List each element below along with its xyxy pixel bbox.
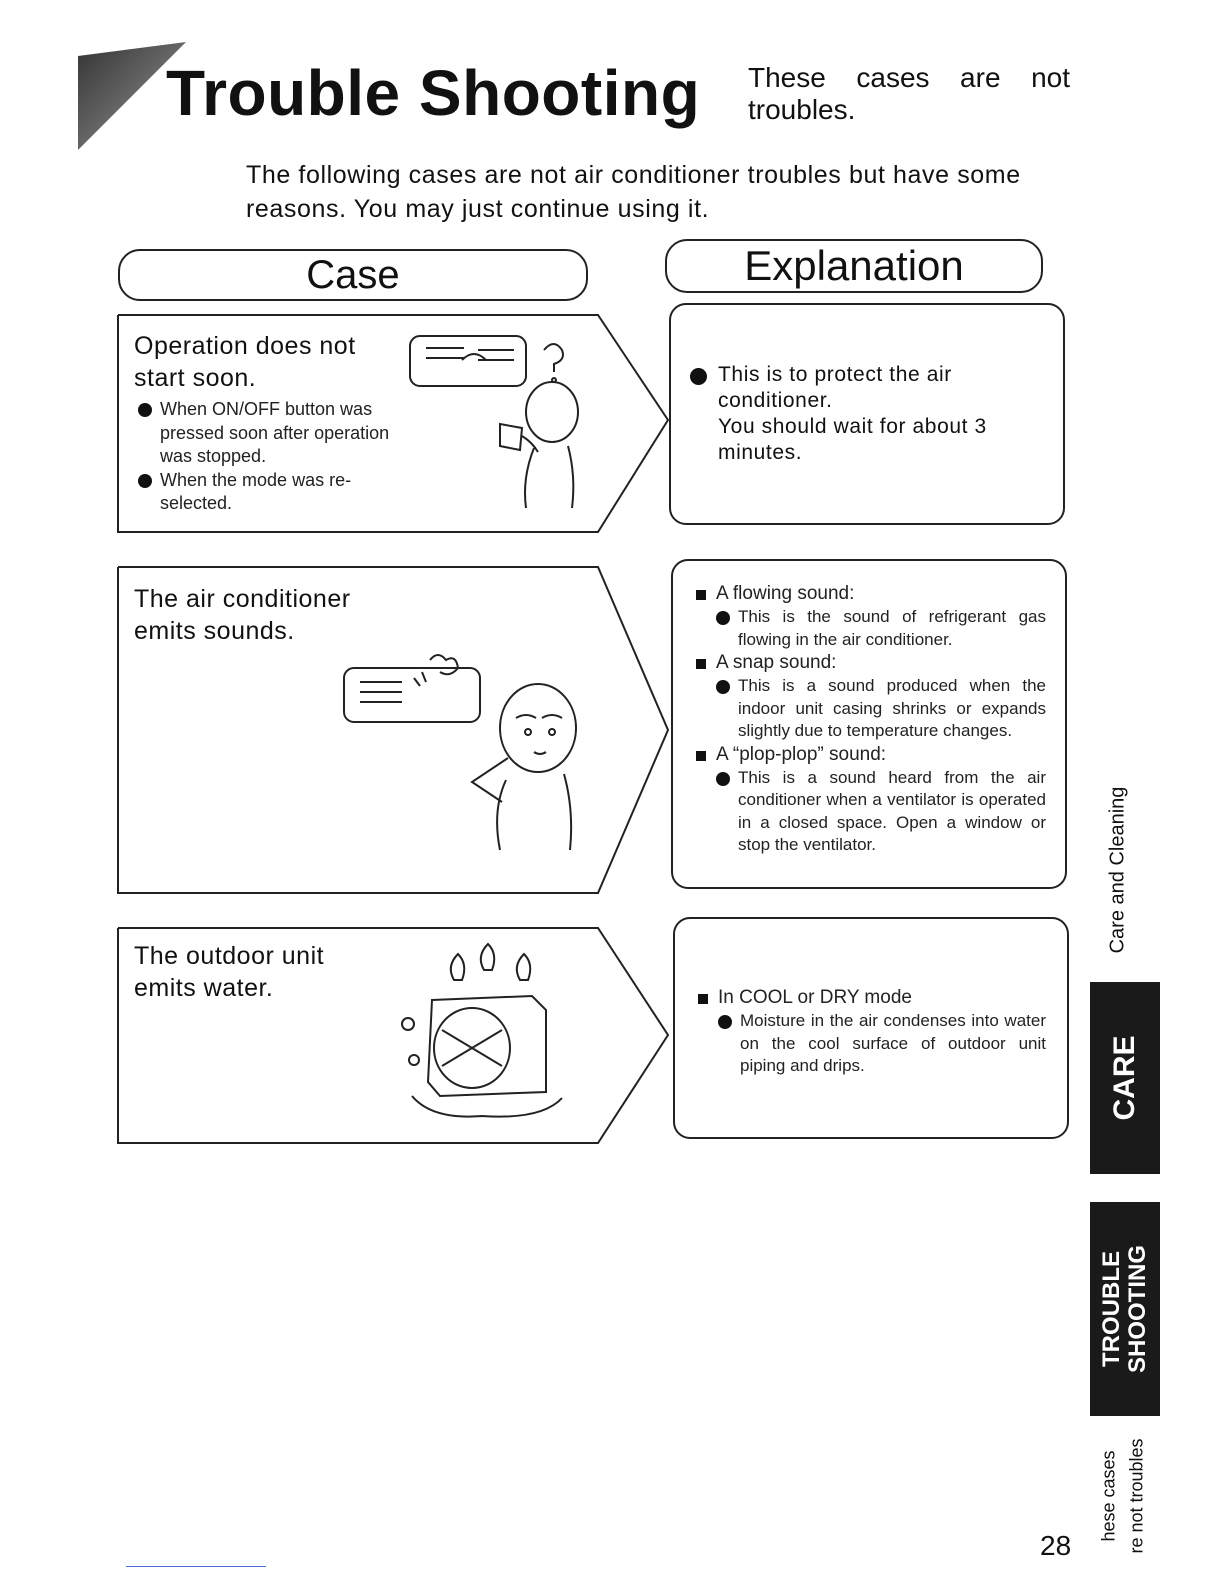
explanation-1: [690, 362, 1042, 466]
intro-paragraph: The following cases are not air conditioner troubles but have some reasons. You may just continue using it.: [246, 161, 1021, 223]
square-bullet-icon: [696, 659, 706, 669]
case-2-title: The air conditioner emits sounds.: [134, 585, 351, 645]
square-bullet-icon: [696, 590, 706, 600]
explanation-2: [694, 582, 1046, 857]
case-3: [134, 940, 374, 1004]
square-bullet-icon: [698, 994, 708, 1004]
case-1-title: Operation does not start soon.: [134, 332, 356, 392]
woman-with-remote-illustration: [404, 328, 594, 512]
trouble-shooting-tab[interactable]: TROUBLE SHOOTING: [1090, 1202, 1160, 1416]
case-2: [134, 583, 404, 647]
explanation-1-line: You should wait for about 3 minutes.: [718, 415, 987, 464]
worried-person-illustration: [340, 652, 590, 852]
topic-label-line1: hese cases: [1098, 1450, 1119, 1542]
page-title: Trouble Shooting: [166, 57, 701, 129]
mode-detail: Moisture in the air condenses into water on the cool surface of outdoor unit piping and drips.: [696, 1010, 1046, 1078]
bullet-icon: [138, 474, 152, 488]
case-1-item: When ON/OFF button was pressed soon after operation was stopped.: [134, 398, 396, 469]
bullet-icon: [718, 1015, 732, 1029]
bullet-icon: [138, 403, 152, 417]
care-and-cleaning-label: Care and Cleaning: [1106, 786, 1129, 954]
sound-type-detail: This is a sound produced when the indoor unit casing shrinks or expands slightly due to temperature changes.: [694, 675, 1046, 743]
bullet-icon: [716, 611, 730, 625]
care-tab[interactable]: CARE: [1090, 982, 1160, 1174]
square-bullet-icon: [696, 751, 706, 761]
bullet-icon: [716, 680, 730, 694]
explanation-column-header: Explanation: [665, 239, 1043, 293]
sweating-outdoor-unit-illustration: [392, 940, 572, 1126]
sound-type-heading: A “plop-plop” sound:: [694, 743, 1046, 767]
bullet-icon: [690, 368, 707, 385]
explanation-3: [696, 986, 1046, 1078]
mode-heading: In COOL or DRY mode: [696, 986, 1046, 1010]
case-3-title: The outdoor unit emits water.: [134, 942, 325, 1002]
footer-rule: [126, 1566, 266, 1567]
page-subtitle: These cases are not troubles.: [748, 62, 1070, 125]
case-1: [134, 330, 396, 516]
page-number: 28: [1040, 1530, 1072, 1561]
explanation-1-line: This is to protect the air conditioner.: [690, 362, 1042, 414]
topic-label-line2: re not troubles: [1126, 1438, 1147, 1554]
sound-type-heading: A snap sound:: [694, 651, 1046, 675]
case-1-item: When the mode was re-selected.: [134, 469, 396, 516]
case-1-list: [134, 398, 396, 516]
sound-type-detail: This is the sound of refrigerant gas flowing in the air conditioner.: [694, 606, 1046, 651]
bullet-icon: [716, 772, 730, 786]
sound-type-heading: A flowing sound:: [694, 582, 1046, 606]
sound-type-detail: This is a sound heard from the air conditioner when a ventilator is operated in a closed space. Open a window or stop the ventilator.: [694, 767, 1046, 857]
case-column-header: Case: [118, 249, 588, 301]
